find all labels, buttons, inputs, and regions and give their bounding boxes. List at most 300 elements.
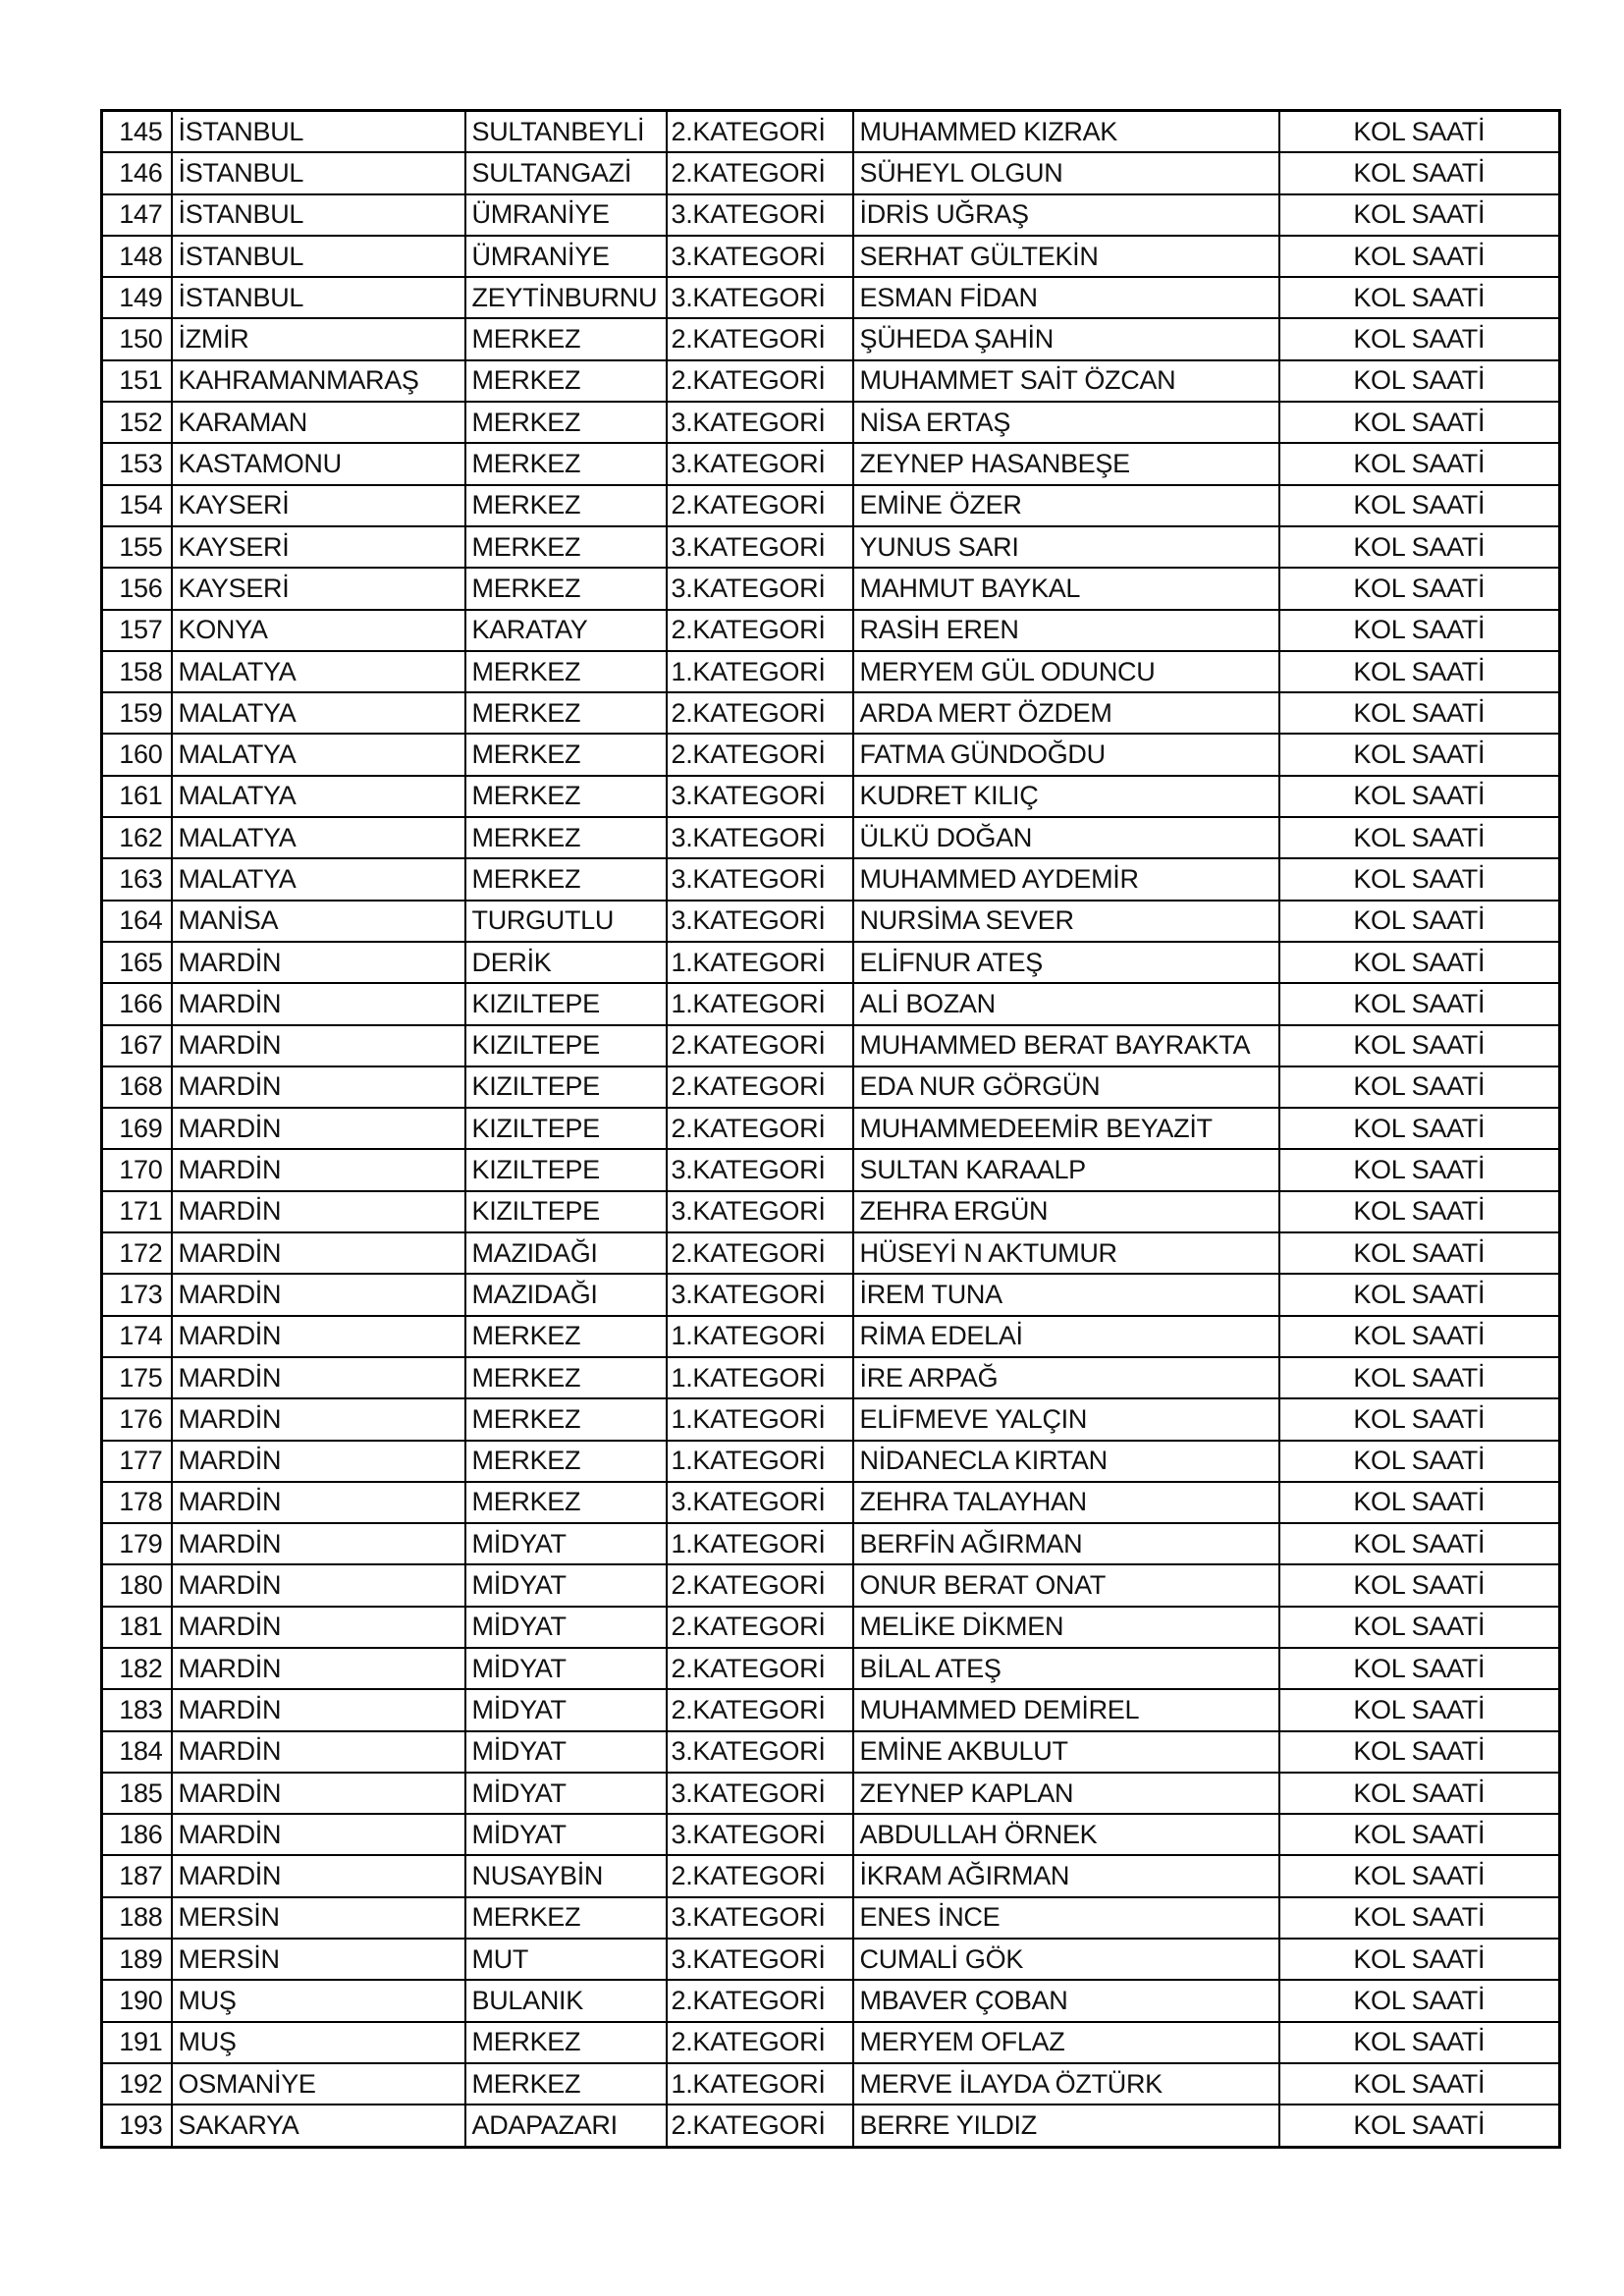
district-cell: KIZILTEPE [465,1066,667,1108]
district-cell: MİDYAT [465,1607,667,1648]
province-cell: MARDİN [172,1232,465,1274]
district-cell: TURGUTLU [465,901,667,942]
winners-table-body [102,111,1560,2148]
row-number-cell: 153 [102,443,172,484]
prize-cell: KOL SAATİ [1279,1191,1560,1232]
table-row [102,610,1560,651]
row-number-cell: 157 [102,610,172,651]
row-number-cell: 175 [102,1357,172,1398]
row-number-cell: 154 [102,485,172,526]
district-cell: MERKEZ [465,734,667,775]
district-cell: MERKEZ [465,360,667,402]
province-cell: MARDİN [172,1191,465,1232]
province-cell: MARDİN [172,1689,465,1730]
table-row [102,1482,1560,1523]
prize-cell: KOL SAATİ [1279,1689,1560,1730]
category-cell: 3.KATEGORİ [667,443,853,484]
district-cell: DERİK [465,942,667,983]
table-row [102,1191,1560,1232]
prize-cell: KOL SAATİ [1279,901,1560,942]
district-cell: MERKEZ [465,651,667,692]
province-cell: MARDİN [172,1025,465,1066]
category-cell: 2.KATEGORİ [667,1648,853,1689]
table-row [102,817,1560,858]
category-cell: 3.KATEGORİ [667,858,853,900]
winner-name-cell: İDRİS UĞRAŞ [853,194,1279,236]
winner-name-cell: YUNUS SARI [853,526,1279,568]
prize-cell: KOL SAATİ [1279,1980,1560,2021]
province-cell: MARDİN [172,1357,465,1398]
table-row [102,402,1560,443]
prize-cell: KOL SAATİ [1279,942,1560,983]
category-cell: 3.KATEGORİ [667,194,853,236]
row-number-cell: 192 [102,2063,172,2105]
category-cell: 2.KATEGORİ [667,1689,853,1730]
prize-cell: KOL SAATİ [1279,1773,1560,1814]
winner-name-cell: MAHMUT BAYKAL [853,568,1279,609]
province-cell: MARDİN [172,1274,465,1315]
row-number-cell: 162 [102,817,172,858]
prize-cell: KOL SAATİ [1279,692,1560,734]
district-cell: ADAPAZARI [465,2105,667,2147]
table-row [102,1980,1560,2021]
winner-name-cell: SULTAN KARAALP [853,1149,1279,1190]
winner-name-cell: ZEHRA ERGÜN [853,1191,1279,1232]
province-cell: İSTANBUL [172,277,465,318]
winner-name-cell: MUHAMMED BERAT BAYRAKTA [853,1025,1279,1066]
prize-cell: KOL SAATİ [1279,485,1560,526]
winner-name-cell: KUDRET KILIÇ [853,776,1279,817]
province-cell: MARDİN [172,1149,465,1190]
winner-name-cell: İKRAM AĞIRMAN [853,1855,1279,1896]
table-row [102,1149,1560,1190]
prize-cell: KOL SAATİ [1279,1855,1560,1896]
prize-cell: KOL SAATİ [1279,526,1560,568]
table-row [102,1689,1560,1730]
row-number-cell: 187 [102,1855,172,1896]
row-number-cell: 185 [102,1773,172,1814]
category-cell: 2.KATEGORİ [667,111,853,153]
prize-cell: KOL SAATİ [1279,111,1560,153]
prize-cell: KOL SAATİ [1279,1523,1560,1564]
category-cell: 3.KATEGORİ [667,1939,853,1980]
winner-name-cell: ONUR BERAT ONAT [853,1564,1279,1606]
category-cell: 2.KATEGORİ [667,1564,853,1606]
winner-name-cell: NİDANECLA KIRTAN [853,1441,1279,1482]
category-cell: 3.KATEGORİ [667,277,853,318]
category-cell: 2.KATEGORİ [667,318,853,359]
row-number-cell: 186 [102,1814,172,1855]
category-cell: 3.KATEGORİ [667,1191,853,1232]
winner-name-cell: MERVE İLAYDA ÖZTÜRK [853,2063,1279,2105]
table-row [102,2022,1560,2063]
category-cell: 1.KATEGORİ [667,651,853,692]
category-cell: 2.KATEGORİ [667,1025,853,1066]
category-cell: 1.KATEGORİ [667,1357,853,1398]
province-cell: MALATYA [172,651,465,692]
district-cell: MERKEZ [465,2063,667,2105]
prize-cell: KOL SAATİ [1279,1274,1560,1315]
category-cell: 2.KATEGORİ [667,1855,853,1896]
row-number-cell: 165 [102,942,172,983]
category-cell: 3.KATEGORİ [667,1897,853,1939]
district-cell: MERKEZ [465,1357,667,1398]
category-cell: 3.KATEGORİ [667,1731,853,1773]
row-number-cell: 156 [102,568,172,609]
table-row [102,526,1560,568]
prize-cell: KOL SAATİ [1279,1607,1560,1648]
district-cell: KIZILTEPE [465,1025,667,1066]
province-cell: İSTANBUL [172,194,465,236]
table-row [102,360,1560,402]
winner-name-cell: NİSA ERTAŞ [853,402,1279,443]
province-cell: MARDİN [172,1607,465,1648]
prize-cell: KOL SAATİ [1279,1357,1560,1398]
province-cell: KONYA [172,610,465,651]
province-cell: MARDİN [172,1066,465,1108]
prize-cell: KOL SAATİ [1279,1149,1560,1190]
district-cell: MUT [465,1939,667,1980]
province-cell: İSTANBUL [172,236,465,277]
province-cell: MERSİN [172,1897,465,1939]
winner-name-cell: MUHAMMED KIZRAK [853,111,1279,153]
winner-name-cell: EMİNE ÖZER [853,485,1279,526]
table-row [102,443,1560,484]
table-row [102,1523,1560,1564]
category-cell: 2.KATEGORİ [667,610,853,651]
table-row [102,236,1560,277]
table-row [102,858,1560,900]
district-cell: MERKEZ [465,318,667,359]
province-cell: MARDİN [172,1316,465,1357]
row-number-cell: 158 [102,651,172,692]
winner-name-cell: BERRE YILDIZ [853,2105,1279,2147]
winner-name-cell: ELİFMEVE YALÇIN [853,1398,1279,1440]
category-cell: 1.KATEGORİ [667,1441,853,1482]
province-cell: KASTAMONU [172,443,465,484]
winner-name-cell: FATMA GÜNDOĞDU [853,734,1279,775]
prize-cell: KOL SAATİ [1279,817,1560,858]
winner-name-cell: MELİKE DİKMEN [853,1607,1279,1648]
row-number-cell: 160 [102,734,172,775]
category-cell: 3.KATEGORİ [667,1814,853,1855]
category-cell: 2.KATEGORİ [667,1232,853,1274]
district-cell: MERKEZ [465,817,667,858]
province-cell: MARDİN [172,1523,465,1564]
winner-name-cell: ZEYNEP HASANBEŞE [853,443,1279,484]
province-cell: KAYSERİ [172,568,465,609]
province-cell: MALATYA [172,817,465,858]
province-cell: MARDİN [172,1855,465,1896]
district-cell: MİDYAT [465,1564,667,1606]
table-row [102,1855,1560,1896]
province-cell: MARDİN [172,1441,465,1482]
winner-name-cell: MUHAMMED DEMİREL [853,1689,1279,1730]
table-row [102,942,1560,983]
table-row [102,1648,1560,1689]
row-number-cell: 189 [102,1939,172,1980]
category-cell: 1.KATEGORİ [667,1398,853,1440]
row-number-cell: 174 [102,1316,172,1357]
province-cell: İSTANBUL [172,152,465,193]
prize-cell: KOL SAATİ [1279,236,1560,277]
table-row [102,1773,1560,1814]
district-cell: MERKEZ [465,402,667,443]
province-cell: MARDİN [172,1398,465,1440]
table-row [102,776,1560,817]
prize-cell: KOL SAATİ [1279,277,1560,318]
district-cell: MİDYAT [465,1648,667,1689]
district-cell: KIZILTEPE [465,1108,667,1149]
prize-cell: KOL SAATİ [1279,776,1560,817]
prize-cell: KOL SAATİ [1279,194,1560,236]
table-row [102,485,1560,526]
prize-cell: KOL SAATİ [1279,568,1560,609]
district-cell: NUSAYBİN [465,1855,667,1896]
province-cell: MANİSA [172,901,465,942]
prize-cell: KOL SAATİ [1279,858,1560,900]
province-cell: MALATYA [172,776,465,817]
table-row [102,318,1560,359]
category-cell: 2.KATEGORİ [667,152,853,193]
category-cell: 2.KATEGORİ [667,1108,853,1149]
winner-name-cell: ABDULLAH ÖRNEK [853,1814,1279,1855]
row-number-cell: 145 [102,111,172,153]
prize-cell: KOL SAATİ [1279,651,1560,692]
category-cell: 2.KATEGORİ [667,692,853,734]
row-number-cell: 184 [102,1731,172,1773]
province-cell: İSTANBUL [172,111,465,153]
category-cell: 3.KATEGORİ [667,568,853,609]
prize-cell: KOL SAATİ [1279,1939,1560,1980]
row-number-cell: 166 [102,983,172,1024]
district-cell: MERKEZ [465,692,667,734]
province-cell: MALATYA [172,858,465,900]
winner-name-cell: HÜSEYİ N AKTUMUR [853,1232,1279,1274]
row-number-cell: 151 [102,360,172,402]
row-number-cell: 155 [102,526,172,568]
province-cell: SAKARYA [172,2105,465,2147]
category-cell: 3.KATEGORİ [667,236,853,277]
table-row [102,568,1560,609]
winner-name-cell: İRE ARPAĞ [853,1357,1279,1398]
table-row [102,1025,1560,1066]
district-cell: MAZIDAĞI [465,1232,667,1274]
district-cell: KIZILTEPE [465,983,667,1024]
prize-cell: KOL SAATİ [1279,1648,1560,1689]
row-number-cell: 190 [102,1980,172,2021]
province-cell: MARDİN [172,983,465,1024]
prize-cell: KOL SAATİ [1279,983,1560,1024]
category-cell: 2.KATEGORİ [667,2022,853,2063]
table-row [102,1066,1560,1108]
district-cell: MİDYAT [465,1689,667,1730]
district-cell: MERKEZ [465,2022,667,2063]
row-number-cell: 146 [102,152,172,193]
prize-cell: KOL SAATİ [1279,1025,1560,1066]
province-cell: MARDİN [172,942,465,983]
winner-name-cell: RİMA EDELAİ [853,1316,1279,1357]
district-cell: KIZILTEPE [465,1149,667,1190]
winner-name-cell: MUHAMMEDEEMİR BEYAZİT [853,1108,1279,1149]
province-cell: MARDİN [172,1648,465,1689]
district-cell: MERKEZ [465,1897,667,1939]
category-cell: 1.KATEGORİ [667,2063,853,2105]
winner-name-cell: ZEHRA TALAYHAN [853,1482,1279,1523]
prize-cell: KOL SAATİ [1279,1398,1560,1440]
row-number-cell: 182 [102,1648,172,1689]
winner-name-cell: EMİNE AKBULUT [853,1731,1279,1773]
prize-cell: KOL SAATİ [1279,360,1560,402]
district-cell: MERKEZ [465,1482,667,1523]
table-row [102,111,1560,153]
province-cell: MUŞ [172,2022,465,2063]
province-cell: KAYSERİ [172,526,465,568]
row-number-cell: 191 [102,2022,172,2063]
province-cell: MALATYA [172,692,465,734]
district-cell: MİDYAT [465,1814,667,1855]
table-row [102,277,1560,318]
row-number-cell: 170 [102,1149,172,1190]
row-number-cell: 148 [102,236,172,277]
winner-name-cell: ENES İNCE [853,1897,1279,1939]
district-cell: BULANIK [465,1980,667,2021]
table-row [102,1108,1560,1149]
winner-name-cell: MUHAMMED AYDEMİR [853,858,1279,900]
prize-cell: KOL SAATİ [1279,318,1560,359]
prize-cell: KOL SAATİ [1279,1814,1560,1855]
district-cell: KIZILTEPE [465,1191,667,1232]
category-cell: 3.KATEGORİ [667,1482,853,1523]
category-cell: 1.KATEGORİ [667,983,853,1024]
district-cell: ÜMRANİYE [465,236,667,277]
winner-name-cell: ZEYNEP KAPLAN [853,1773,1279,1814]
category-cell: 2.KATEGORİ [667,734,853,775]
winner-name-cell: EDA NUR GÖRGÜN [853,1066,1279,1108]
province-cell: MARDİN [172,1482,465,1523]
table-row [102,2105,1560,2147]
winner-name-cell: SERHAT GÜLTEKİN [853,236,1279,277]
district-cell: MERKEZ [465,776,667,817]
row-number-cell: 180 [102,1564,172,1606]
row-number-cell: 164 [102,901,172,942]
province-cell: MERSİN [172,1939,465,1980]
winners-table [100,109,1561,2149]
table-row [102,1357,1560,1398]
winner-name-cell: İREM TUNA [853,1274,1279,1315]
table-row [102,152,1560,193]
table-row [102,1897,1560,1939]
row-number-cell: 183 [102,1689,172,1730]
province-cell: MUŞ [172,1980,465,2021]
prize-cell: KOL SAATİ [1279,1897,1560,1939]
district-cell: MERKEZ [465,526,667,568]
prize-cell: KOL SAATİ [1279,2022,1560,2063]
winner-name-cell: MUHAMMET SAİT ÖZCAN [853,360,1279,402]
category-cell: 3.KATEGORİ [667,402,853,443]
table-row [102,2063,1560,2105]
district-cell: MERKEZ [465,1316,667,1357]
table-row [102,983,1560,1024]
province-cell: KAHRAMANMARAŞ [172,360,465,402]
winner-name-cell: MERYEM OFLAZ [853,2022,1279,2063]
row-number-cell: 163 [102,858,172,900]
district-cell: MİDYAT [465,1773,667,1814]
category-cell: 3.KATEGORİ [667,1274,853,1315]
district-cell: MERKEZ [465,1441,667,1482]
category-cell: 3.KATEGORİ [667,776,853,817]
row-number-cell: 173 [102,1274,172,1315]
row-number-cell: 181 [102,1607,172,1648]
category-cell: 3.KATEGORİ [667,1149,853,1190]
winner-name-cell: MBAVER ÇOBAN [853,1980,1279,2021]
district-cell: KARATAY [465,610,667,651]
prize-cell: KOL SAATİ [1279,2063,1560,2105]
row-number-cell: 176 [102,1398,172,1440]
table-row [102,1731,1560,1773]
prize-cell: KOL SAATİ [1279,152,1560,193]
row-number-cell: 161 [102,776,172,817]
row-number-cell: 152 [102,402,172,443]
winner-name-cell: SÜHEYL OLGUN [853,152,1279,193]
table-row [102,1398,1560,1440]
prize-cell: KOL SAATİ [1279,1731,1560,1773]
province-cell: KARAMAN [172,402,465,443]
province-cell: OSMANİYE [172,2063,465,2105]
province-cell: MARDİN [172,1731,465,1773]
row-number-cell: 171 [102,1191,172,1232]
row-number-cell: 147 [102,194,172,236]
row-number-cell: 172 [102,1232,172,1274]
prize-cell: KOL SAATİ [1279,1066,1560,1108]
winner-name-cell: ARDA MERT ÖZDEM [853,692,1279,734]
row-number-cell: 149 [102,277,172,318]
district-cell: MİDYAT [465,1523,667,1564]
row-number-cell: 150 [102,318,172,359]
table-row [102,692,1560,734]
table-row [102,1939,1560,1980]
category-cell: 1.KATEGORİ [667,1316,853,1357]
table-row [102,901,1560,942]
category-cell: 1.KATEGORİ [667,1523,853,1564]
row-number-cell: 178 [102,1482,172,1523]
row-number-cell: 193 [102,2105,172,2147]
province-cell: MARDİN [172,1108,465,1149]
table-row [102,1316,1560,1357]
category-cell: 3.KATEGORİ [667,901,853,942]
province-cell: KAYSERİ [172,485,465,526]
prize-cell: KOL SAATİ [1279,1441,1560,1482]
winner-name-cell: RASİH EREN [853,610,1279,651]
prize-cell: KOL SAATİ [1279,1482,1560,1523]
table-row [102,1564,1560,1606]
row-number-cell: 177 [102,1441,172,1482]
prize-cell: KOL SAATİ [1279,610,1560,651]
category-cell: 2.KATEGORİ [667,485,853,526]
row-number-cell: 167 [102,1025,172,1066]
row-number-cell: 179 [102,1523,172,1564]
district-cell: MERKEZ [465,858,667,900]
category-cell: 3.KATEGORİ [667,817,853,858]
category-cell: 3.KATEGORİ [667,1773,853,1814]
category-cell: 3.KATEGORİ [667,526,853,568]
district-cell: MERKEZ [465,443,667,484]
province-cell: MARDİN [172,1814,465,1855]
province-cell: MARDİN [172,1564,465,1606]
prize-cell: KOL SAATİ [1279,1232,1560,1274]
district-cell: ZEYTİNBURNU [465,277,667,318]
winner-name-cell: ELİFNUR ATEŞ [853,942,1279,983]
